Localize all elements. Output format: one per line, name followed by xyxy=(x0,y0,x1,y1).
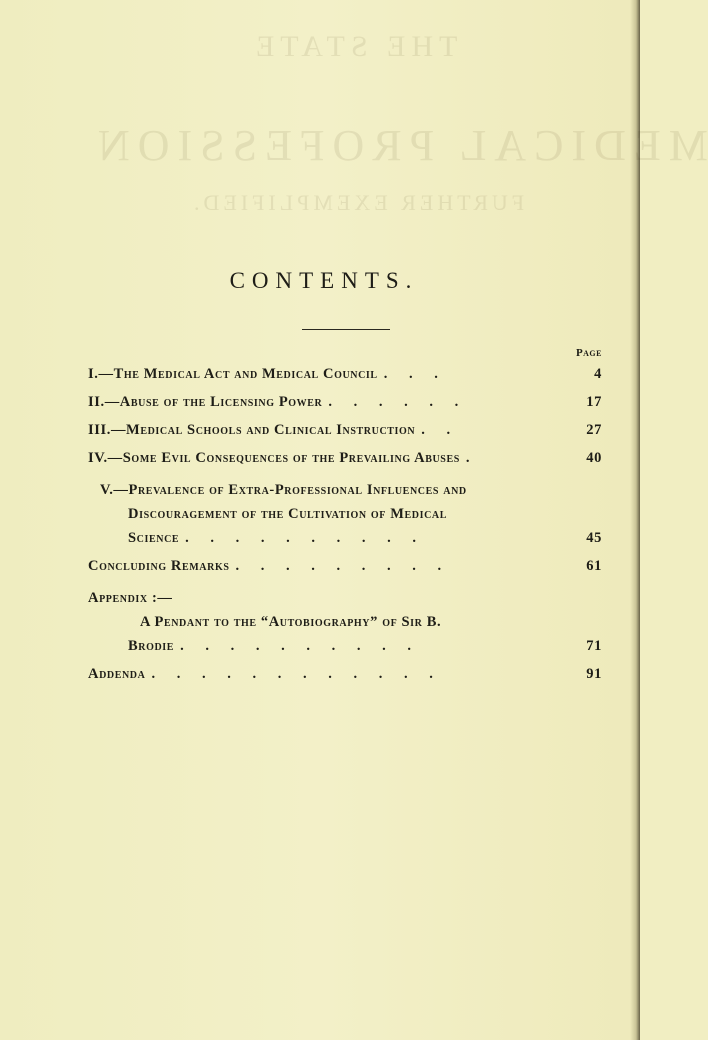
toc-entry xyxy=(88,662,602,686)
toc-entry-title: IV.—Some Evil Consequences of the Prevailing Abuses xyxy=(88,450,460,466)
toc-entry-title: Concluding Remarks xyxy=(88,558,230,574)
toc-leader-dots: . . . xyxy=(383,366,447,382)
toc-entry-title-cont: A Pendant to the “Autobiography” of Sir B. xyxy=(140,614,442,630)
toc-entry-title: V.—Prevalence of Extra-Professional Influences and xyxy=(100,482,467,498)
table-of-contents xyxy=(88,362,602,686)
toc-entry xyxy=(88,586,602,658)
bleed-through-text: MEDICAL PROFESSION xyxy=(90,121,708,170)
toc-page-number: 4 xyxy=(594,366,602,382)
title-rule xyxy=(302,329,390,330)
bleed-through-text: THE STATE xyxy=(250,30,458,63)
toc-entry-title-cont: Science xyxy=(128,530,180,546)
toc-entry-title: Addenda xyxy=(88,666,146,682)
toc-entry-title: I.—The Medical Act and Medical Council xyxy=(88,366,378,382)
toc-entry-title: II.—Abuse of the Licensing Power xyxy=(88,394,323,410)
toc-page-number: 91 xyxy=(586,666,602,682)
toc-entry xyxy=(88,418,602,442)
toc-page-number: 71 xyxy=(586,638,602,654)
toc-leader-dots: . . . . . . xyxy=(328,394,468,410)
toc-entry xyxy=(88,390,602,414)
toc-page-number: 27 xyxy=(586,422,602,438)
toc-leader-dots: . . . . . . . . . xyxy=(235,558,451,574)
toc-leader-dots: . . . . . . . . . . xyxy=(180,638,420,654)
toc-entry xyxy=(88,554,602,578)
toc-leader-dots: . . . . . . . . . . xyxy=(185,530,426,546)
toc-leader-dots: . . . . . . . . . . . . xyxy=(151,666,442,682)
toc-entry xyxy=(88,362,602,386)
page-title: CONTENTS. xyxy=(229,268,419,293)
toc-entry-title-cont: Brodie xyxy=(128,638,175,654)
page-edge-shadow xyxy=(630,0,640,1040)
toc-entry-title: Appendix :— xyxy=(88,590,173,606)
toc-page-number: 45 xyxy=(586,530,602,546)
toc-leader-dots: . . xyxy=(421,422,460,438)
toc-page-number: 40 xyxy=(586,450,602,466)
toc-page-number: 17 xyxy=(586,394,602,410)
toc-entry-title: III.—Medical Schools and Clinical Instruction xyxy=(88,422,416,438)
toc-entry xyxy=(88,446,602,470)
bleed-through-text: FURTHER EXEMPLIFIED. xyxy=(190,190,525,215)
toc-page-number: 61 xyxy=(586,558,602,574)
page-column-header: Page xyxy=(575,347,602,359)
toc-entry-title-cont: Discouragement of the Cultivation of Medical xyxy=(128,506,448,522)
toc-leader-dots: . xyxy=(465,450,479,466)
toc-entry xyxy=(88,478,602,550)
